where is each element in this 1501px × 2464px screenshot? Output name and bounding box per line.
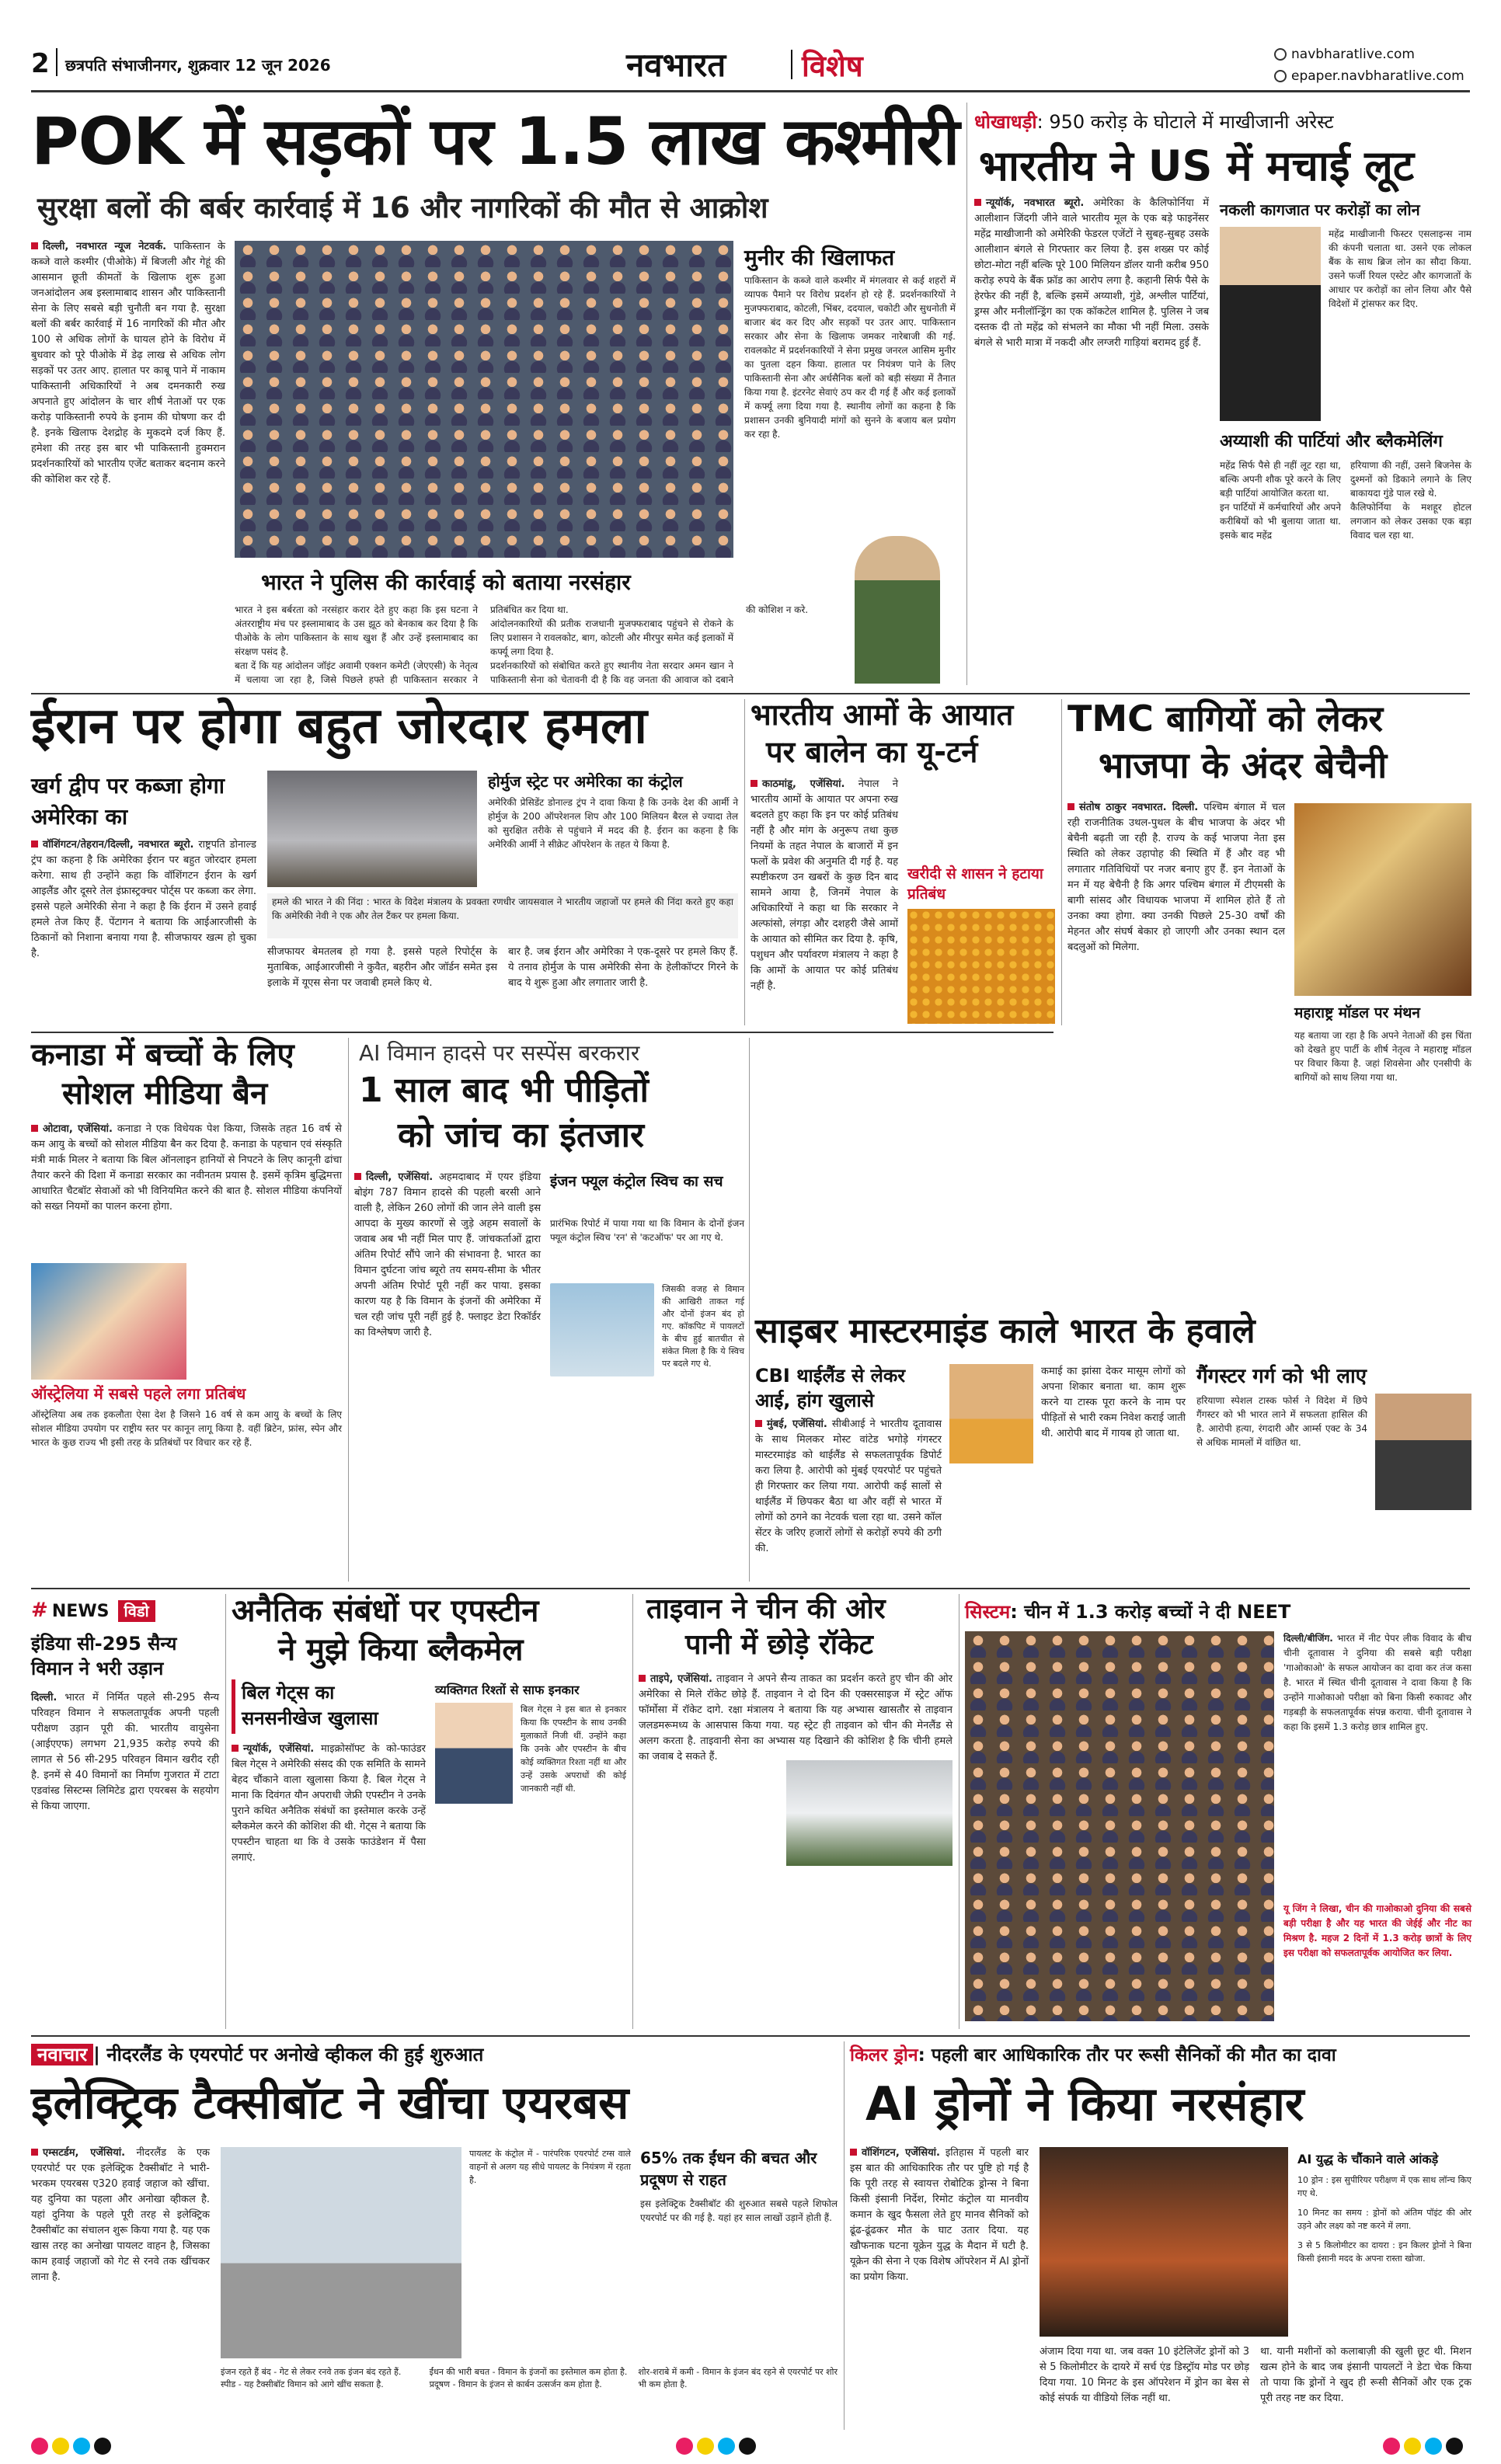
cyber-col2: कमाई का झांसा देकर मासूम लोगों को अपना शिकार बनाता था. काम शुरू करने या टास्क पूरा करने के नाम पर पीड़ितों से भारी रकम निवेश कराई जाती थी. आरोपी बाद में गायब हो जाता था. [1041, 1366, 1186, 1439]
mango-body-text: नेपाल ने भारतीय आमों के आयात पर अपना रुख बदलते हुए कहा कि इन पर कोई प्रतिबंध नहीं है और मांग के अनुरूप तथा कुछ नियमों के तहत नेपाल के बाजारों में इन फलों के प्रवेश की अनुमति दी गई है. यह स्पष्टीकरण उन खबरों के कुछ दिन बाद सामने आया है, जिनमें नेपाल के अधिकारियों ने कहा था कि सरकार ने अल्फांसो, लंगड़ा और दशहरी जैसे आमों के आयात को सीमित कर दिया है. कृषि, पशुधन और पर्यावरण मंत्रालय ने कहा है कि आमों के आयात पर कोई प्रतिबंध नहीं है. [750, 778, 898, 992]
pok-dateline: दिल्ली, नवभारत न्यूज नेटवर्क. [43, 241, 167, 252]
drone-box-item: 3 से 5 किलोमीटर का दायरा : इन किलर ड्रोनों ने बिना किसी इंसानी मदद के अपना रास्ता खोजा. [1297, 2240, 1471, 2264]
ai-crash-body [354, 1170, 541, 1582]
ai-crash-story [354, 1038, 744, 1582]
ai-crash-kicker: AI विमान हादसे पर सस्पेंस बरकरार [359, 1040, 640, 1066]
taxibot-kicker: नवाचार [31, 2044, 93, 2066]
iran-headline: ईरान पर होगा बहुत जोरदार हमला [31, 698, 648, 755]
ai-crash-inset: जिसकी वजह से विमान की आखिरी ताकत गई और दोनों इंजन बंद हो गए. कॉकपिट में पायलटों के बीच हुई बातचीत से संकेत मिला है कि ये स्विच पर बदले गए थे. [662, 1284, 744, 1369]
drone-box-item: 10 मिनट का समय : ड्रोनों को अंतिम पॉइंट की ओर उड़ने और लक्ष्य को नष्ट करने में लगा. [1297, 2208, 1471, 2231]
taiwan-story [639, 1594, 952, 2029]
taxibot-bullet-0: पायलट के कंट्रोल में - पारंपरिक एयरपोर्ट टग्स वाले वाहनों से अलग यह सीधे पायलट के नियंत्रण में रहता है. [469, 2149, 631, 2185]
drone-kicker-text: : पहली बार आधिकारिक तौर पर रूसी सैनिकों की मौत का दावा [918, 2045, 1336, 2066]
ai-crash-headline-1: 1 साल बाद भी पीड़ितों [359, 1070, 649, 1110]
fraud-kicker: धोखाधड़ी [974, 111, 1037, 133]
fraud-photo [1220, 227, 1321, 421]
news-tag: NEWS [51, 1602, 110, 1621]
tmc-headline-1: TMC बागियों को लेकर [1067, 698, 1384, 740]
taxibot-body [31, 2146, 210, 2430]
munir-photo [855, 536, 940, 684]
pok-bullet: भारत ने इस बर्बरता को नरसंहार करार देते हुए कहा कि इस घटना ने अंतरराष्ट्रीय मंच पर इस्लामाबाद के उस झूठ को बेनकाब कर दिया है कि पीओके के लोग पाकिस्तान के साथ खुश हैं और उन्हें इस्लामाबाद का संरक्षण पसंद है. [235, 604, 478, 657]
canada-kids-photo [31, 1263, 186, 1380]
drone-kicker: किलर ड्रोन [850, 2045, 918, 2066]
iran-photo-caption: हमले की भारत ने की निंदा : भारत के विदेश मंत्रालय के प्रवक्ता रणधीर जायसवाल ने भारतीय जहाजों पर हमले की निंदा करते हुए कहा कि अमेरिकी नेवी ने एक और तेल टैंकर पर हमला किया. [267, 893, 738, 938]
cyber-sub2: गैंगस्टर गर्ग को भी लाए [1196, 1365, 1367, 1388]
drone-box-title: AI युद्ध के चौंकाने वाले आंकड़े [1297, 2152, 1439, 2166]
epstein-body-text: माइक्रोसॉफ्ट के को-फाउंडर बिल गेट्स ने अमेरिकी संसद की एक समिति के सामने बेहद चौंकाने वाला खुलासा किया है. बिल गेट्स ने माना कि दिवंगत यौन अपराधी जेफ्री एपस्टीन ने उनके पुराने कथित अनैतिक संबंधों का इस्तेमाल करके उन्हें ब्लैकमेल करने की कोशिश की थी. गेट्स ने बताया कि एपस्टीन चाहता था कि वे उसके फाउंडेशन में पैसा लगाएं. [232, 1743, 426, 1864]
globe-icon [1274, 48, 1287, 61]
neet-dateline: दिल्ली/बीजिंग. [1283, 1633, 1333, 1644]
epstein-headline-1: अनैतिक संबंधों पर एपस्टीन [232, 1593, 539, 1629]
taxibot-bullet: स्पीड - यह टैक्सीबॉट विमान को आगे खींच सकता है. [221, 2379, 384, 2389]
drone-box-item: 10 ड्रोन : इस सुपीरियर परीक्षण में एक साथ लॉन्च किए गए थे. [1297, 2175, 1471, 2198]
taiwan-headline-2: पानी में छोड़े रॉकेट [685, 1629, 873, 1661]
ai-crash-sub: इंजन फ्यूल कंट्रोल स्विच का सच [550, 1173, 723, 1190]
drone-body [850, 2146, 1029, 2430]
section-name: विशेष [802, 49, 863, 83]
video-tag: विडो [118, 1600, 155, 1622]
tmc-body-text: पश्चिम बंगाल में चल रही राजनीतिक उथल-पुथल के बीच भाजपा के अंदर भी बेचैनी बढ़ती जा रही है. राज्य के कई भाजपा नेता इस स्थिति को लेकर उहापोह की स्थिति में हैं और वह भी लगातार गतिविधियों पर नजर बनाए हुए हैं. इन नेताओं के मन में यह बेचैनी है कि अगर पश्चिम बंगाल में टीएमसी के बागी सांसद और विधायक भाजपा में शामिल होते हैं तो उनका क्या होगा. क्या उनकी पिछले 25-30 वर्षों की मेहनत और संघर्ष बेकार हो जाएगी और उनका स्थान दल बदलुओं को मिलेगा. [1067, 802, 1286, 953]
us-fraud-story [974, 103, 1471, 685]
epstein-body [232, 1742, 426, 2029]
color-dot [31, 2438, 48, 2455]
neet-kicker-text: : चीन में 1.3 करोड़ बच्चों ने दी NEET [1010, 1601, 1291, 1623]
taxibot-bullet: प्रदूषण - विमान के इंजन से कार्बन उत्सर्जन कम होता है. [429, 2379, 602, 2389]
drone-col3: था. यानी मशीनों को कलाबाज़ी की खुली छूट थी. मिशन खत्म होने के बाद जब इंसानी पायलटों ने डेटा चेक किया तो पाया कि ड्रोनों ने खुद ही रूसी सैनिकों और एक ट्रक पूरी तरह नष्ट कर दिया. [1260, 2346, 1471, 2404]
pok-body-text: पाकिस्तान के कब्जे वाले कश्मीर (पीओके) में बिजली और गेहूं की आसमान छूती कीमतों के खिलाफ शुरू हुआ जनआंदोलन अब इस्लामाबाद शासन और पाकिस्तानी सेना के लिए सबसे बड़ी चुनौती बन गया है. सुरक्षा बलों की बर्बर कार्रवाई में 16 नागरिकों की मौत और 100 से अधिक लोगों के घायल होने के विरोध में बुधवार को पूरे पीओके में डेढ़ लाख से अधिक लोग सड़कों पर उतर आए. हालात पर काबू पाने में नाकाम पाकिस्तानी अधिकारियों ने अब दमनकारी रुख अपनाते हुए आंदोलन के चार शीर्ष नेताओं पर एक करोड़ पाकिस्तानी रुपये के इनाम की घोषणा कर दी है. इनके खिलाफ देशद्रोह के मुकदमे दर्ज किए हैं. हमेशा की तरह इस बार भी पाकिस्तानी हुक्मरान प्रदर्शनकारियों को भारतीय एजेंट बताकर बदनाम करने की कोशिश कर रहे हैं. [31, 241, 225, 485]
gangster-photo [1375, 1394, 1471, 1510]
mango-story [750, 699, 1055, 1025]
pok-bullets [235, 603, 809, 688]
pok-bullet: बता दें कि यह आंदोलन जॉइंट अवामी एक्शन कमेटी (जेएएसी) के नेतृत्व में चलाया जा रहा है, जिसे पिछले हफ्ते ही पाकिस्तान सरकार ने प्रतिबंधित कर दिया था. [235, 604, 569, 685]
page-number: 2 [31, 48, 50, 79]
taiwan-headline-1: ताइवान ने चीन की ओर [646, 1593, 886, 1625]
neet-body [1283, 1631, 1471, 1888]
iran-col2: सीजफायर बेमतलब हो गया है. इससे पहले रिपोर्ट्स के मुताबिक, आईआरजीसी ने कुवैत, बहरीन और जॉर्डन समेत इस इलाके में यूएस सेना पर जवाबी हमले किए थे. [267, 946, 497, 989]
neet-story [965, 1594, 1471, 2029]
fraud-sub2: अय्याशी की पार्टियां और ब्लैकमेलिंग [1220, 432, 1443, 451]
taxibot-bullets [221, 2366, 838, 2430]
ai-crash-dateline: दिल्ली, एजेंसियां. [366, 1171, 434, 1183]
taxibot-headline: इलेक्ट्रिक टैक्सीबॉट ने खींचा एयरबस [31, 2076, 629, 2129]
color-dot [1446, 2438, 1463, 2455]
neet-note: यू जिंग ने लिखा, चीन की गाओकाओ दुनिया की सबसे बड़ी परीक्षा है और यह भारत की जेईई और नीट का मिश्रण है. महज 2 दिनों में 1.3 करोड़ छात्रों के लिए इस परीक्षा को सफलतापूर्वक आयोजित कर लिया. [1283, 1903, 1471, 1958]
hormuz-title: होर्मुज स्ट्रेट पर अमेरिका का कंट्रोल [488, 772, 683, 791]
iran-dateline: वॉशिंगटन/तेहरान/दिल्ली, नवभारत ब्यूरो. [43, 839, 194, 851]
drone-photo [1040, 2147, 1288, 2337]
fraud-headline: भारतीय ने US में मचाई लूट [979, 141, 1415, 190]
tmc-story [1067, 699, 1471, 1305]
cyber-sub-2: आई, हांग खुलासे [755, 1390, 874, 1411]
tmc-sub-body: यह बताया जा रहा है कि अपने नेताओं की इस चिंता को देखते हुए पार्टी के शीर्ष नेतृत्व ने महाराष्ट्र मॉडल पर विचार किया है. जहां शिवसेना और एनसीपी के बागियों को साथ लिया गया था. [1294, 1030, 1471, 1083]
pok-protest-photo [235, 241, 733, 558]
taiwan-dateline: ताइपे, एजेंसियां. [650, 1673, 712, 1685]
epaper-link[interactable]: epaper.navbharatlive.com [1291, 68, 1464, 84]
fraud-kicker-text: : 950 करोड़ के घोटाले में माखीजानी अरेस्ट [1036, 111, 1334, 133]
registration-marks-mid [676, 2438, 760, 2456]
ai-crash-sub-body: प्रारंभिक रिपोर्ट में पाया गया था कि विमान के दोनों इंजन फ्यूल कंट्रोल स्विच 'रन' से 'कटऑफ' पर आ गए थे. [550, 1218, 744, 1243]
masthead [0, 0, 1501, 96]
ai-crash-headline-2: को जांच का इंतजार [398, 1115, 645, 1155]
iran-sub: खर्ग द्वीप पर कब्जा होगा अमेरिका का [31, 773, 225, 830]
canada-sub-body: ऑस्ट्रेलिया अब तक इकलौता ऐसा देश है जिसने 16 वर्ष से कम आयु के बच्चों के लिए सोशल मीडिया उपयोग पर राष्ट्रीय स्तर पर कानून लागू किया है. वहीं ब्रिटेन, फ्रांस, स्पेन और भारत के कुछ राज्य भी इसी तरह के प्रतिबंधों पर विचार कर रहे हैं. [31, 1409, 342, 1448]
mango-sub: खरीदी से शासन ने हटाया प्रतिबंध [907, 865, 1043, 903]
taxibot-bullet: ईंधन की भारी बचत - विमान के इंजनों का इस्तेमाल कम होता है. [429, 2367, 628, 2377]
iran-body-text: राष्ट्रपति डोनाल्ड ट्रंप का कहना है कि अमेरिका ईरान पर बहुत जोरदार हमला करेगा. साथ ही उन्होंने कहा कि वॉशिंगटन ईरान के खर्ग आइलैंड और दूसरे तेल इंफ्रास्ट्रक्चर पोर्ट्स पर कब्जा कर लेगा. इससे पहले अमेरिकी सेना ने कहा है कि ईरान में उसने हवाई हमले तेज किए हैं. पेंटागन ने बताया कि आईआरजीसी के ठिकानों को निशाना बनाया गया है. सीजफायर खत्म हो चुका है. [31, 839, 256, 959]
cyber-mugshot [949, 1364, 1033, 1463]
munir-title: मुनीर की खिलाफत [744, 245, 895, 270]
epstein-story [232, 1594, 626, 2029]
color-dot [1404, 2438, 1421, 2455]
color-dot [676, 2438, 693, 2455]
news-badge [31, 1599, 155, 1625]
tmc-sub: महाराष्ट्र मॉडल पर मंथन [1294, 1004, 1420, 1021]
fraud-sub1-body: महेंद्र माखीजानी फिस्टर एसलाइन्स नाम की कंपनी चलाता था. उसने एक लोकल बैंक के साथ ब्रिज लोन का सौदा किया. उसने फर्जी रियल एस्टेट और कागजातों के आधार पर करोड़ों का लोन लिया और पैसे विदेशों में ट्रांसफर कर दिए. [1329, 228, 1471, 309]
cyber-story [755, 1313, 1471, 1582]
taxibot-sub: 65% तक ईंधन की बचत और प्रदूषण से राहत [640, 2149, 817, 2189]
iran-body [31, 837, 256, 1024]
color-dot [697, 2438, 714, 2455]
hash-icon: # [31, 1599, 48, 1622]
pok-body [31, 239, 225, 682]
pok-bullet: प्रदर्शनकारियों को संबोधित करते हुए स्थानीय नेता सरदार अमन खान ने पाकिस्तानी सेना को चेतावनी दी है कि वह जनता की आवाज को दबाने की कोशिश न करे. [490, 604, 809, 685]
fraud-bullet: कैलिफोर्निया के मशहूर होटल लगजान को लेकर उसका एक बड़ा विवाद चल रहा था. [1350, 502, 1471, 541]
fraud-bullet: हरियाणा की नहीं, उसने बिजनेस के दुश्मनों को डिकाने लगाने के लिए बाकायदा गुंडे पाल रखे थे. [1350, 460, 1471, 499]
pok-caption: भारत ने पुलिस की कार्रवाई को बताया नरसंहार [261, 569, 631, 595]
neet-exam-photo [965, 1631, 1274, 2021]
color-dot [1383, 2438, 1400, 2455]
color-dot [94, 2438, 111, 2455]
canada-body-text: कनाडा ने एक विधेयक पेश किया, जिसके तहत 16 वर्ष से कम आयु के बच्चों को सोशल मीडिया बैन कर दिया है. कनाडा के पहचान एवं संस्कृति मंत्री मार्क मिलर ने बताया कि बिल ऑनलाइन हानियों से निपटने के लिए कानूनी ढांचा तैयार करने की दिशा में कनाडा सरकार का नवीनतम प्रयास है. इसमें कृत्रिम बुद्धिमत्ता आधारित चैटबॉट सेवाओं को भी विनियमित करने की बात है. सोशल मीडिया कंपनियों को सख्त नियमों का पालन करना होगा. [31, 1123, 342, 1213]
mango-headline-1: भारतीय आमों के आयात [750, 698, 1014, 732]
c295-story [31, 1594, 219, 2029]
epstein-sub-box [232, 1679, 426, 1734]
c295-body-text: भारत में निर्मित पहले सी-295 सैन्य परिवहन विमान ने सफलतापूर्वक अपनी पहली परीक्षण उड़ान पूरी की. भारतीय वायुसेना (आईएएफ) लगभग 21,935 करोड़ रुपये की लागत से 56 सी-295 परिवहन विमान खरीद रही है. इनमें से 40 विमानों का निर्माण गुजरात में टाटा एडवांस्ड सिस्टम्स लिमिटेड द्वारा एयरबस के सहयोग से किया जाएगा. [31, 1692, 219, 1812]
taxibot-dateline: एम्सटर्डम, एजेंसियां. [43, 2147, 126, 2159]
color-dot [1425, 2438, 1442, 2455]
cyber-sub2-body: हरियाणा स्पेशल टास्क फोर्स ने विदेश में छिपे गैंगस्टर को भी भारत लाने में सफलता हासिल की है. आरोपी हत्या, रंगदारी और आर्म्स एक्ट के 34 से अधिक मामलों में वांछित था. [1196, 1395, 1367, 1448]
taiwan-body-text: ताइवान ने अपने सैन्य ताकत का प्रदर्शन करते हुए चीन की ओर अमेरिका से मिले रॉकेट छोड़े हैं. ताइवान ने दो दिन की एक्सरसाइज में स्ट्रेट ऑफ फॉर्मोसा में रॉकेट दागे. रक्षा मंत्रालय ने बताया कि यह अभ्यास खासतौर से ताइवान जलडमरूमध्य के आसपास किया गया. यह स्ट्रेट ही ताइवान को चीन की मेनलैंड से अलग करता है. ताइवानी सेना का अभ्यास यह दिखाने की कोशिश है कि चीनी हमले का जवाब दे सकते हैं. [639, 1673, 952, 1763]
taxibot-body-text: नीदरलैंड के एक एयरपोर्ट पर एक इलेक्ट्रिक टैक्सीबॉट ने भारी-भरकम एयरबस ए320 हवाई जहाज को खींचा. यह दुनिया का पहला और अनोखा व्हीकल है. यहां दुनिया के पहले पूरी तरह से इलेक्ट्रिक टैक्सीबॉट का संचालन शुरू किया गया है. यह एक खास तरह का अनोखा पायलट वाहन है, जिसका काम हवाई जहाजों को गेट से रनवे तक खींचकर लाना है. [31, 2147, 210, 2283]
taiwan-rocket-photo [786, 1760, 952, 1866]
fraud-dateline: न्यूयॉर्क, नवभारत ब्यूरो. [986, 197, 1085, 209]
taxibot-photo [221, 2147, 461, 2358]
epstein-sub-2: सनसनीखेज खुलासा [242, 1707, 378, 1729]
canada-headline-2: सोशल मीडिया बैन [62, 1076, 268, 1112]
cyber-dateline: मुंबई, एजेंसियां. [767, 1418, 827, 1430]
tmc-headline-2: भाजपा के अंदर बेचैनी [1099, 744, 1388, 786]
pok-headline: POK में सड़कों पर 1.5 लाख कश्मीरी [31, 103, 959, 179]
taiwan-body [639, 1672, 952, 1763]
ai-crash-photo [550, 1283, 654, 1376]
drone-box [1297, 2173, 1471, 2337]
fraud-bullet: महेंद्र सिर्फ पैसे ही नहीं लूट रहा था, बल्कि अपनी शौक पूरे करने के लिए बड़ी पार्टियां आयोजित करता था. [1220, 460, 1341, 499]
registration-marks-left [31, 2438, 115, 2456]
drone-dateline: वॉशिंगटन, एजेंसियां. [862, 2147, 940, 2159]
mango-body [750, 777, 898, 1025]
color-dot [718, 2438, 735, 2455]
neet-kicker: सिस्टम [965, 1601, 1011, 1623]
c295-dateline: दिल्ली. [31, 1692, 57, 1704]
registration-marks-right [1383, 2438, 1467, 2456]
fraud-bullet: इन पार्टियों में कर्मचारियों और अपने करीबियों को भी बुलाया जाता था. इसके बाद महेंद्र [1220, 502, 1341, 541]
pok-story [31, 101, 959, 691]
taxibot-sub-body: इस इलेक्ट्रिक टैक्सीबॉट की शुरुआत सबसे पहले शिफोल एयरपोर्ट पर की गई है. यहां हर साल लाखों उड़ानें होती हैं. [640, 2198, 838, 2223]
iran-col3: बार है. जब ईरान और अमेरिका ने एक-दूसरे पर हमले किए हैं. ये तनाव होर्मुज के पास अमेरिकी सेना के हेलीकॉप्टर गिरने के बाद ये शुरू हुआ और लगातार जारी है. [508, 946, 738, 989]
cyber-sub-1: CBI थाईलैंड से लेकर [755, 1365, 906, 1387]
tmc-photo [1294, 803, 1471, 996]
epaper-icon [1274, 70, 1287, 82]
tmc-dateline: संतोष ठाकुर नवभारत. दिल्ली. [1079, 802, 1199, 813]
epstein-sub-1: बिल गेट्स का [242, 1682, 335, 1704]
cyber-body [755, 1417, 942, 1582]
drone-headline: AI ड्रोनों ने किया नरसंहार [865, 2077, 1304, 2132]
hormuz-body: अमेरिकी प्रेसिडेंट डोनाल्ड ट्रंप ने दावा किया है कि उनके देश की आर्मी ने होर्मुज के 200 ऑपरेशनल शिप और 100 मिलियन बैरल से ज्यादा तेल को सुरक्षित तरीके से पहुंचाने में मदद की है. ईरान का कहना है कि अमेरिकी आर्मी ने सीक्रेट ऑपरेशन के तहत ये किया है. [488, 797, 738, 850]
c295-headline: इंडिया सी-295 सैन्य विमान ने भरी उड़ान [31, 1633, 177, 1679]
cyber-headline: साइबर मास्टरमाइंड काले भारत के हवाले [755, 1311, 1255, 1351]
mango-photo [907, 909, 1055, 1024]
iran-story [31, 699, 738, 1025]
mango-dateline: काठमांडू, एजेंसियां. [762, 778, 845, 790]
ai-drone-story [850, 2041, 1471, 2430]
fraud-bullets [1220, 458, 1471, 676]
ai-crash-body-text: अहमदाबाद में एयर इंडिया बोइंग 787 विमान हादसे की पहली बरसी आने वाली है, लेकिन 260 लोगों की जान लेने वाली इस आपदा के मुख्य कारणों से जुड़े अहम सवालों के जवाब अब भी नहीं मिल पाए हैं. जांचकर्ताओं द्वारा अंतिम रिपोर्ट सौंपे जाने की संभावना है. भारत का विमान दुर्घटना जांच ब्यूरो तय समय-सीमा के भीतर अपनी अंतिम रिपोर्ट पूरी नहीं कर पाया. इसका कारण यह है कि विमान के इंजनों की अमेरिका में चल रही जांच पूरी नहीं हुई है. फ्लाइट डेटा रिकॉर्डर का विश्लेषण जारी है. [354, 1171, 541, 1338]
canada-sub: ऑस्ट्रेलिया में सबसे पहले लगा प्रतिबंध [31, 1384, 246, 1403]
cyber-body-text: सीबीआई ने भारतीय दूतावास के साथ मिलकर मोस्ट वांटेड भगोड़े गंगस्टर मास्टरमाइंड को थाईलैंड से सफलतापूर्वक डिपोर्ट करा लिया है. आरोपी को मुंबई एयरपोर्ट पर पहुंचते ही गिरफ्तार कर लिया गया. आरोपी कई सालों से थाईलैंड में छिपकर बैठा था और वहीं से भारत में लोगों को ठगने का नेटवर्क चला रहा था. उसने कॉल सेंटर के जरिए हजारों लोगों से करोड़ों रुपये की ठगी की. [755, 1418, 942, 1554]
canada-story [31, 1038, 342, 1582]
epstein-dateline: न्यूयॉर्क, एजेंसियां. [243, 1743, 315, 1755]
drone-body-text: इतिहास में पहली बार इस बात की आधिकारिक तौर पर पुष्टि हो गई है कि पूरी तरह से स्वायत्त रोबोटिक ड्रोन्स ने बिना किसी इंसानी निर्देश, रिमोट कंट्रोल या मानवीय कमान के खुद फैसला लेते हुए मानव सैनिकों को ढूंढ-ढूंढकर मौत के घाट उतार दिया. यह खौफनाक घटना यूक्रेन युद्ध के मैदान में घटी है. यूक्रेन की सेना ने एक विशेष ऑपरेशन में AI ड्रोनों का प्रयोग किया. [850, 2147, 1029, 2283]
canada-dateline: ओटावा, एजेंसियां. [43, 1123, 113, 1135]
pok-bullet: आंदोलनकारियों की प्रतीक राजधानी मुजफ्फराबाद पहुंचने से रोकने के लिए प्रशासन ने रावलकोट, बाग, कोटली और मीरपुर समेत कई इलाकों में कर्फ्यू लगा दिया है. [490, 618, 733, 657]
date-line: छत्रपति संभाजीनगर, शुक्रवार 12 जून 2026 [65, 56, 331, 75]
gates-photo [435, 1703, 513, 1804]
fraud-body-text: अमेरिका के कैलिफोर्निया में आलीशान जिंदगी जीने वाले भारतीय मूल के एक बड़े फाइनेंसर महेंद्र माखीजानी को अमेरिकी फेडरल एजेंटों ने सुबह-सुबह उसके आलीशान बंगले से गिरफ्तार कर लिया है. इस शख्स पर कोई छोटा-मोटा नहीं बल्कि पूरे 100 मिलियन डॉलर यानी करीब 950 करोड़ रुपये के बैंक फ्रॉड का आरोप लगा है. कहानी सिर्फ पैसे के हेरफेर की नहीं है, बल्कि इसमें अय्याशी, गुंडे, अश्लील पार्टियां, ड्रग्स और मनीलॉन्ड्रिंग का एक कॉकटेल शामिल है. पुलिस ने जब दस्तक दी तो महेंद्र को संभलने का मौका भी नहीं मिला. उसके बंगले से भारी मात्रा में नकदी और लग्जरी गाड़ियां बरामद हुई हैं. [974, 197, 1209, 349]
taxibot-kicker-text: | नीदरलैंड के एयरपोर्ट पर अनोखे व्हीकल की हुई शुरुआत [93, 2044, 484, 2066]
color-dot [739, 2438, 756, 2455]
munir-body: पाकिस्तान के कब्जे वाले कश्मीर में मंगलवार से कई शहरों में व्यापक पैमाने पर विरोध प्रदर्शन हो रहे हैं. प्रदर्शनकारियों ने मुजफ्फराबाद, कोटली, भिंबर, ददयाल, चकोटी और सुधनोती में बाजार बंद कर दिए और सड़कों पर उतर आए. पाकिस्तान सरकार और सेना के खिलाफ जमकर नारेबाजी की गई. रावलकोट में प्रदर्शनकारियों ने सेना प्रमुख जनरल आसिम मुनीर का पुतला दहन किया. हालात पर नियंत्रण पाने के लिए पाकिस्तानी सेना और अर्धसैनिक बलों को बड़ी संख्या में तैनात किया गया है. इंटरनेट सेवाएं ठप कर दी गई हैं और कई इलाकों में कर्फ्यू लगा दिया गया है. स्थानीय लोगों का कहना है कि प्रशासन उनकी बुनियादी मांगों को सुनने के बजाय बल प्रयोग कर रहा है. [744, 275, 956, 440]
site-link[interactable]: navbharatlive.com [1291, 47, 1415, 62]
pok-subhead: सुरक्षा बलों की बर्बर कार्रवाई में 16 और नागरिकों की मौत से आक्रोश [37, 191, 768, 224]
canada-headline-1: कनाडा में बच्चों के लिए [31, 1037, 294, 1073]
brand-logo: नवभारत [626, 46, 726, 84]
epstein-headline-2: ने मुझे किया ब्लैकमेल [278, 1632, 524, 1668]
taxibot-bullet: इंजन रहते हैं बंद - गेट से लेकर रनवे तक इंजन बंद रहते हैं. [221, 2367, 402, 2377]
neet-body-text: भारत में नीट पेपर लीक विवाद के बीच चीनी दूतावास ने दुनिया की सबसे बड़ी परीक्षा 'गाओकाओ' के सफल आयोजन का दावा कर तंज कसा है. भारत में स्थित चीनी दूतावास ने दावा किया है कि उन्होंने गाओकाओ परीक्षा को बिना किसी रुकावट और गड़बड़ी के सफलतापूर्वक संपन्न कराया. चीनी दूतावास ने कहा कि इसमें 1.3 करोड़ छात्र शामिल हुए. [1283, 1633, 1471, 1732]
iran-smoke-photo [267, 771, 477, 887]
drone-col2: अंजाम दिया गया था. जब वक्त 10 इंटेलिजेंट ड्रोनों को 3 से 5 किलोमीटर के दायरे में सर्च एंड डिस्ट्रॉय मोड पर छोड़ दिया गया. 10 मिनट के इस ऑपरेशन में ड्रोन का बेस से कोई संपर्क या वीडियो लिंक नहीं था. [1040, 2346, 1249, 2404]
taxibot-bullet: शोर-शराबे में कमी - विमान के इंजन बंद रहने से एयरपोर्ट पर शोर भी कम होता है. [638, 2367, 838, 2389]
c295-body [31, 1690, 219, 2024]
color-dot [52, 2438, 69, 2455]
fraud-sub1: नकली कागजात पर करोड़ों का लोन [1220, 200, 1420, 219]
taxibot-story [31, 2041, 838, 2430]
color-dot [73, 2438, 90, 2455]
fraud-body [974, 196, 1209, 677]
tmc-body [1067, 800, 1285, 1305]
epstein-side-title: व्यक्तिगत रिश्तों से साफ इनकार [435, 1683, 580, 1697]
mango-headline-2: पर बालेन का यू-टर्न [766, 735, 978, 769]
epstein-side-body: बिल गेट्स ने इस बात से इनकार किया कि एपस्टीन के साथ उनकी मुलाकातें निजी थीं. उन्होंने कहा कि उनके और एपस्टीन के बीच कोई व्यक्तिगत रिश्ता नहीं था और उन्हें उसके अपराधों की कोई जानकारी नहीं थी. [521, 1704, 626, 1794]
